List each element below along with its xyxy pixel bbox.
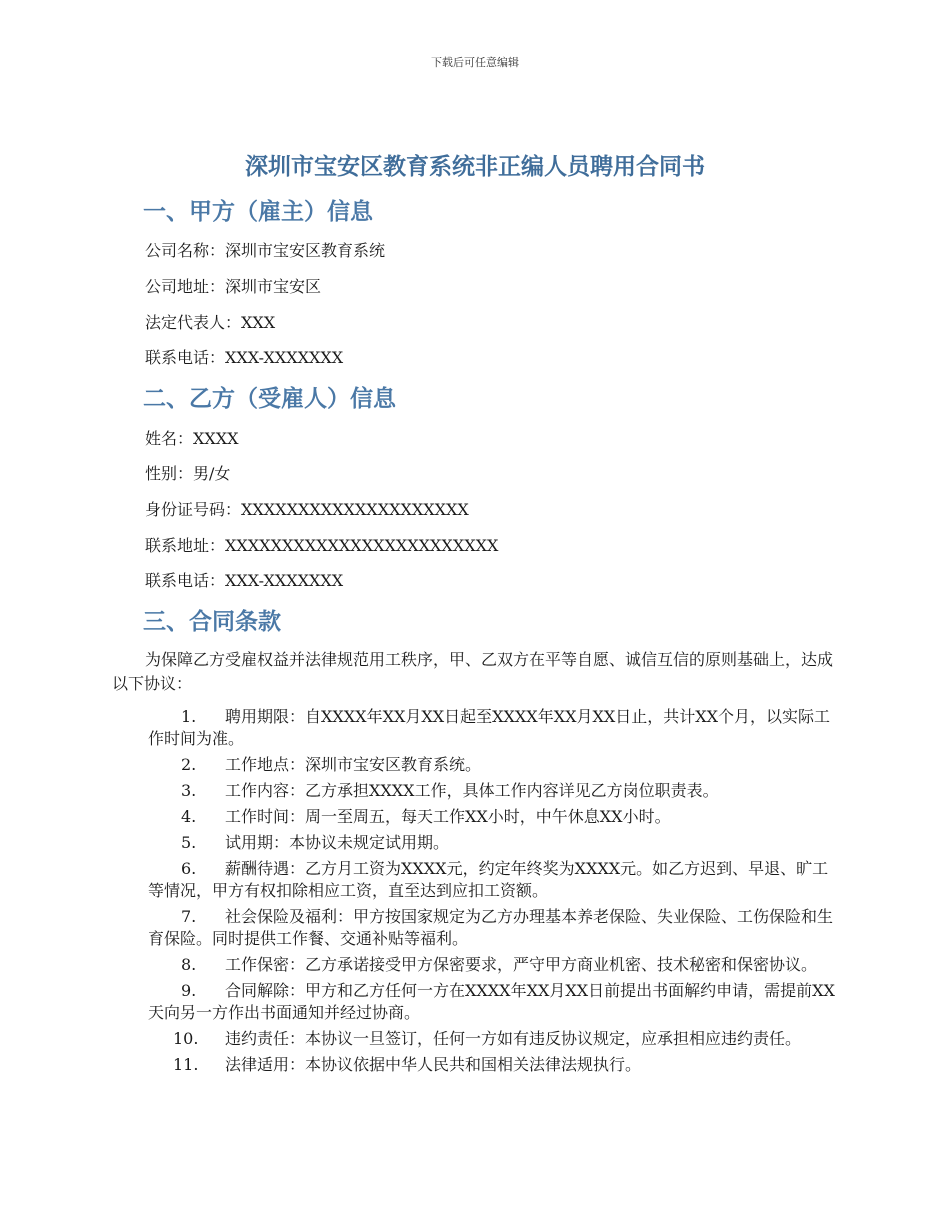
clause-text: 工作时间：周一至周五，每天工作XX小时，中午休息XX小时。: [225, 807, 671, 826]
clause-number: 3.: [181, 781, 197, 800]
clause-number: 2.: [181, 755, 197, 774]
field-name: 姓名：XXXX: [145, 429, 239, 448]
clause-text: 工作保密：乙方承诺接受甲方保密要求，严守甲方商业机密、技术秘密和保密协议。: [225, 955, 818, 974]
clause-number: 10.: [173, 1029, 199, 1048]
field-legal-representative: 法定代表人：XXX: [145, 313, 276, 332]
clause-item: [148, 980, 840, 1024]
clause-text: 合同解除：甲方和乙方任何一方在XXXX年XX月XX日前提出书面解约申请，需提前XX天向另一方作出书面通知并经过协商。: [148, 981, 835, 1022]
clause-text: 社会保险及福利：甲方按国家规定为乙方办理基本养老保险、失业保险、工伤保险和生育保险。同时提供工作餐、交通补贴等福利。: [148, 907, 834, 948]
field-company-name: 公司名称：深圳市宝安区教育系统: [145, 241, 386, 260]
contract-intro-paragraph: 为保障乙方受雇权益并法律规范用工秩序，甲、乙双方在平等自愿、诚信互信的原则基础上，达成以下协议：: [112, 650, 834, 693]
field-party-a-phone: 联系电话：XXX-XXXXXXX: [145, 348, 344, 367]
clause-item: [148, 858, 840, 902]
clause-text: 工作内容：乙方承担XXXX工作，具体工作内容详见乙方岗位职责表。: [225, 781, 719, 800]
clause-item: [148, 780, 840, 802]
clause-item: [148, 1028, 840, 1050]
field-contact-address: 联系地址：XXXXXXXXXXXXXXXXXXXXXXXX: [145, 536, 499, 555]
clause-item: [148, 806, 840, 828]
clause-number: 4.: [181, 807, 197, 826]
field-id-number: 身份证号码：XXXXXXXXXXXXXXXXXXXX: [145, 500, 469, 519]
field-company-address: 公司地址：深圳市宝安区: [145, 277, 322, 296]
clause-number: 1.: [181, 707, 197, 726]
document-title: 深圳市宝安区教育系统非正编人员聘用合同书: [245, 154, 705, 180]
clause-text: 试用期：本协议未规定试用期。: [225, 833, 450, 852]
clause-number: 7.: [181, 907, 197, 926]
clause-text: 聘用期限：自XXXX年XX月XX日起至XXXX年XX月XX日止，共计XX个月，以实际工作时间为准。: [148, 707, 831, 748]
clause-number: 9.: [181, 981, 197, 1000]
clause-number: 8.: [181, 955, 197, 974]
clause-number: 11.: [173, 1055, 199, 1074]
clause-item: [148, 832, 840, 854]
clause-number: 6.: [181, 859, 197, 878]
clause-item: [148, 754, 840, 776]
header-note: 下载后可任意编辑: [431, 56, 519, 69]
field-party-b-phone: 联系电话：XXX-XXXXXXX: [145, 571, 344, 590]
clause-number: 5.: [181, 833, 197, 852]
clause-item: [148, 954, 840, 976]
contract-clause-list: [148, 706, 840, 1080]
section-heading-contract-terms: 三、合同条款: [143, 609, 281, 635]
section-heading-party-a: 一、甲方（雇主）信息: [143, 199, 373, 225]
clause-item: [148, 1054, 840, 1076]
clause-text: 违约责任：本协议一旦签订，任何一方如有违反协议规定，应承担相应违约责任。: [225, 1029, 802, 1048]
section-heading-party-b: 二、乙方（受雇人）信息: [143, 386, 396, 412]
clause-text: 法律适用：本协议依据中华人民共和国相关法律法规执行。: [225, 1055, 642, 1074]
clause-item: [148, 706, 840, 750]
field-gender: 性别：男/女: [145, 464, 231, 483]
clause-text: 薪酬待遇：乙方月工资为XXXX元，约定年终奖为XXXX元。如乙方迟到、早退、旷工等情况，甲方有权扣除相应工资，直至达到应扣工资额。: [148, 859, 829, 900]
clause-text: 工作地点：深圳市宝安区教育系统。: [225, 755, 482, 774]
clause-item: [148, 906, 840, 950]
